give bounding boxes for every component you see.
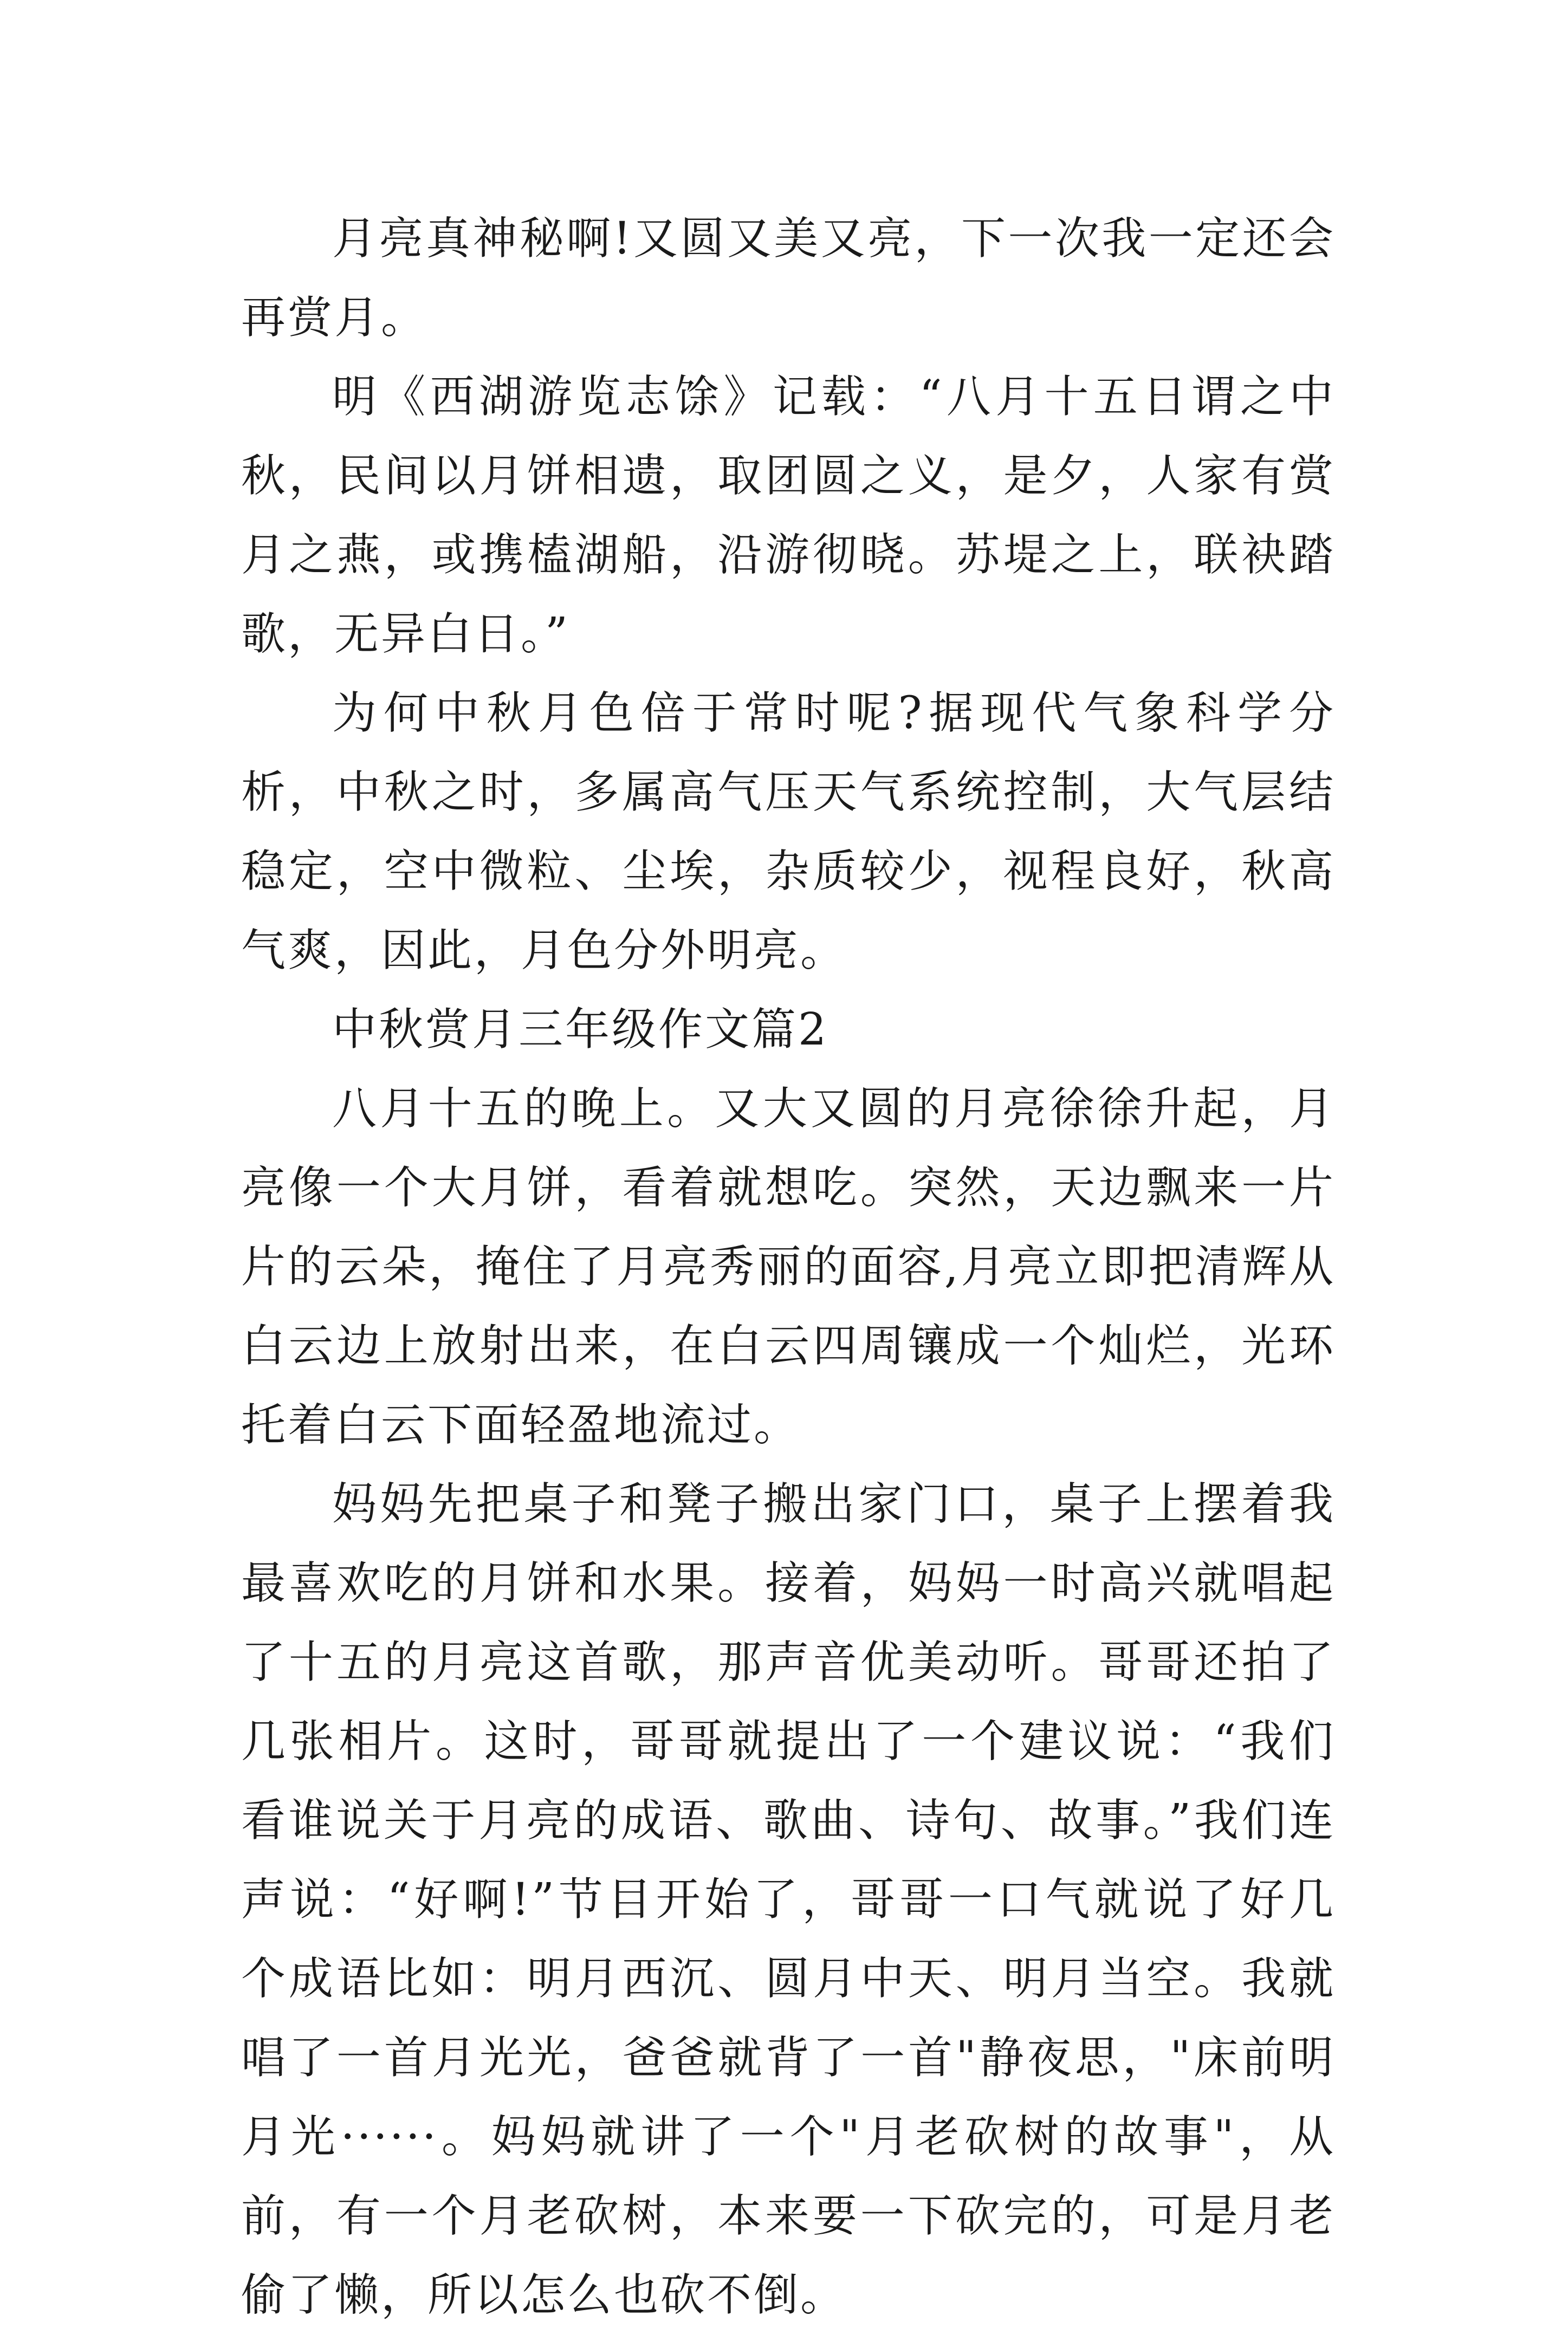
document-body xyxy=(241,199,1336,2335)
section-heading: 中秋赏月三年级作文篇2 xyxy=(332,1004,829,1055)
paragraph-weather-analysis: 为何中秋月色倍于常时呢?据现代气象科学分析，中秋之时，多属高气压天气系统控制，大气层结稳定，空中微粒、尘埃，杂质较少，视程良好，秋高气爽，因此，月色分外明亮。 xyxy=(241,687,1336,976)
paragraph-family-activities: 妈妈先把桌子和凳子搬出家门口，桌子上摆着我最喜欢吃的月饼和水果。接着，妈妈一时高兴就唱起了十五的月亮这首歌，那声音优美动听。哥哥还拍了几张相片。这时，哥哥就提出了一个建议说：“我们看谁说关于月亮的成语、歌曲、诗句、故事。”我们连声说：“好啊!”节目开始了，哥哥一口气就说了好几个成语比如：明月西沉、圆月中天、明月当空。我就唱了一首月光光，爸爸就背了一首"静夜思，"床前明月光······。妈妈就讲了一个"月老砍树的故事"，从前，有一个月老砍树，本来要一下砍完的，可是月老偷了懒，所以怎么也砍不倒。 xyxy=(241,1478,1336,2321)
paragraph-xihu-record: 明《西湖游览志馀》记载：“八月十五日谓之中秋，民间以月饼相遗，取团圆之义，是夕，人家有赏月之燕，或携榼湖船，沿游彻晓。苏堤之上，联袂踏歌，无异白日。” xyxy=(241,371,1336,660)
paragraph-moon-mysterious: 月亮真神秘啊!又圆又美又亮，下一次我一定还会再赏月。 xyxy=(241,213,1336,343)
paragraph-mid-autumn-night: 八月十五的晚上。又大又圆的月亮徐徐升起，月亮像一个大月饼，看着就想吃。突然，天边飘来一片片的云朵，掩住了月亮秀丽的面容,月亮立即把清辉从白云边上放射出来，在白云四周镶成一个灿烂，光环托着白云下面轻盈地流过。 xyxy=(241,1083,1336,1451)
